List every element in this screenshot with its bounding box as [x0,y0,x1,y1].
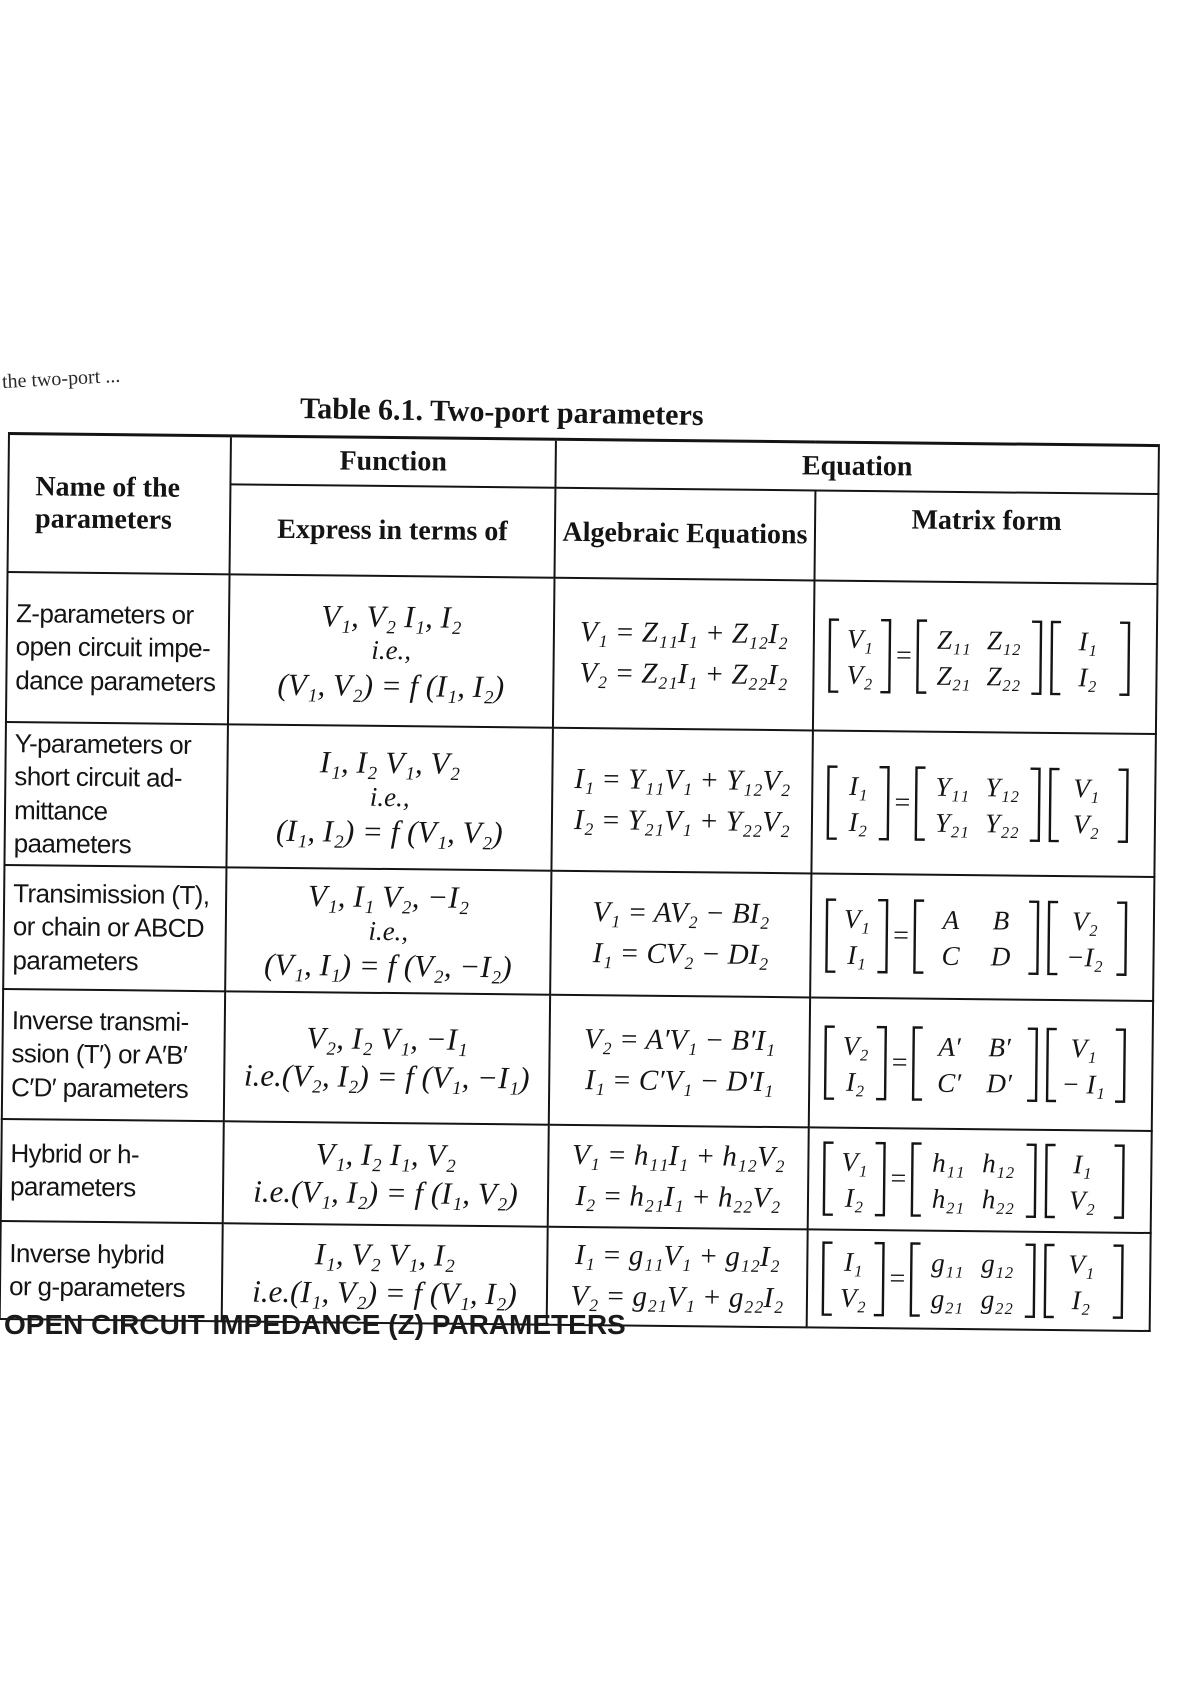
table-row [2,989,1153,1131]
parameter-name-line: short circuit ad- [14,761,183,794]
left-bracket [1045,1145,1055,1217]
right-bracket [874,1143,884,1215]
matrix-coefficient: D [990,941,1010,972]
matrix-lhs-entry: I₁ [846,939,866,971]
parameter-name-line: Inverse hybrid [9,1237,165,1270]
matrix-coefficient: h₁₂ [981,1148,1015,1179]
algebraic-equation-line: V₂ = g₂₁V₁ + g₂₂I₂ [570,1280,784,1315]
table-caption: Table 6.1. Two-port parameters [299,392,704,433]
matrix-coefficient: Z₂₂ [985,661,1021,692]
right-bracket [1028,902,1038,974]
matrix-rhs-entry: I₁ [1072,1149,1092,1180]
parameter-name-line: dance parameters [15,664,216,697]
right-bracket [1119,623,1129,695]
matrix-coefficient: Y₂₂ [984,807,1019,839]
equals-sign: = [889,1047,909,1079]
matrix-rhs-entry: V₂ [1068,1185,1095,1216]
row-algebraic-cell [549,995,810,1128]
right-bracket [1025,1145,1035,1217]
row-algebraic-cell [550,871,811,998]
left-bracket [825,1027,835,1099]
left-bracket [822,1243,832,1315]
row-matrix-cell [807,1229,1151,1331]
algebraic-equation-line: I₁ = g₁₁V₁ + g₁₂I₂ [574,1239,780,1274]
matrix-coefficient: A′ [937,1031,961,1063]
header-equation: Equation [555,439,1158,494]
parameter-name-line: open circuit impe- [15,631,211,664]
matrix-coefficient: B′ [987,1032,1011,1063]
row-function-cell [228,574,555,727]
left-bracket [826,900,836,972]
function-expression-line: i.e.(V₁, I₂) = f (I₁, V₂) [253,1173,519,1212]
function-expression-line: (V₁, I₁) = f (V₂, −I₂) [263,946,512,984]
table-row [1,1119,1152,1233]
matrix-lhs-entry: V₁ [843,903,870,935]
algebraic-equation-line: I₁ = CV₂ − DI₂ [592,937,769,972]
parameter-name-line: Z-parameters or [15,598,194,631]
row-matrix-cell [811,730,1155,877]
row-matrix-cell [808,1127,1152,1233]
algebraic-equation-line: I₁ = C′V₁ − D′I₁ [584,1064,774,1099]
left-bracket [917,621,927,693]
matrix-coefficient: Y₁₁ [934,771,969,802]
matrix-rhs-entry: V₁ [1070,1033,1097,1064]
algebraic-equation-line: V₁ = h₁₁I₁ + h₁₂V₂ [571,1139,786,1174]
algebraic-equation-line: I₁ = Y₁₁V₁ + Y₁₂V₂ [574,762,791,798]
matrix-equation [823,760,1144,847]
parameter-name-line: ssion (T′) or A′B′ [11,1038,188,1071]
left-bracket [829,620,839,692]
matrix-coefficient: h₂₂ [981,1184,1014,1215]
right-bracket [878,767,888,839]
parameters-table-container [0,432,1158,1324]
right-bracket [880,620,890,692]
matrix-coefficient: B [992,905,1009,936]
two-port-parameters-table [0,432,1160,1332]
parameter-name-line: C′D′ parameters [10,1071,189,1104]
matrix-lhs-entry: V₁ [846,623,873,655]
matrix-rhs-entry: − I₁ [1060,1069,1105,1100]
left-bracket [910,1244,920,1316]
header-function: Function [230,436,555,488]
matrix-coefficient: Z₁₁ [936,624,971,656]
matrix-coefficient: Z₂₁ [935,660,971,692]
parameter-name-line: parameters [12,944,139,977]
matrix-coefficient: h₂₁ [931,1183,964,1215]
header-express-in-terms-of: Express in terms of [230,484,556,577]
right-bracket [1027,1029,1037,1101]
row-algebraic-cell [553,578,815,731]
equals-sign: = [888,1163,908,1195]
function-expression-line: V₁, I₂ I₁, V₂ [315,1136,457,1173]
matrix-equation [825,614,1146,701]
function-expression-line: i.e.(V₂, I₂) = f (V₁, −I₁) [243,1057,530,1096]
matrix-lhs-entry: V₂ [839,1282,866,1314]
table-row [4,722,1155,877]
matrix-lhs-entry: I₂ [845,1066,865,1098]
row-name-cell [2,989,225,1121]
matrix-coefficient: C [940,940,960,972]
function-expression-line: V₁, V₂ I₁, I₂ [321,597,462,635]
row-name-cell [0,1221,223,1321]
right-bracket [873,1243,883,1315]
right-bracket [876,1027,886,1099]
row-algebraic-cell [551,728,812,874]
function-expression-line: i.e., [368,915,409,946]
right-bracket [1112,1246,1122,1318]
matrix-coefficient: Z₁₂ [986,625,1021,656]
row-function-cell [224,991,550,1124]
matrix-equation [818,1237,1139,1324]
function-expression-line: (I₁, I₂) = f (V₁, V₂) [275,812,503,851]
left-bracket [823,1143,833,1215]
row-matrix-cell [810,873,1154,1001]
left-bracket [1051,622,1061,694]
matrix-rhs-entry: −I₂ [1065,942,1103,973]
function-expression-line: V₂, I₂ V₁, −I₁ [306,1020,468,1058]
matrix-coefficient: g₁₂ [980,1248,1014,1279]
parameter-name-line: Inverse transmi- [11,1005,189,1038]
left-bracket [1049,768,1059,840]
left-bracket [1048,902,1058,974]
header-algebraic-equations: Algebraic Equations [555,488,816,581]
page-fragment-bottom: OPEN CIRCUIT IMPEDANCE (Z) PARAMETERS [4,1310,626,1340]
function-expression-line: V₁, I₁ V₂, −I₂ [307,877,470,915]
left-bracket [1047,1029,1057,1101]
function-expression-line: (V₁, V₂) = f (I₁, I₂) [277,666,505,704]
function-expression-line: I₁, I₂ V₁, V₂ [319,744,461,781]
row-matrix-cell [813,580,1158,734]
left-bracket [1044,1245,1054,1317]
matrix-rhs-entry: V₁ [1072,772,1099,803]
row-function-cell [226,724,552,870]
algebraic-equation-line: V₁ = AV₂ − BI₂ [592,896,770,931]
matrix-lhs-entry: V₁ [840,1146,868,1178]
parameter-name-line: Y-parameters or [14,728,192,760]
matrix-coefficient: Y₂₁ [934,807,969,838]
row-name-cell [1,1119,224,1223]
left-bracket [915,767,925,839]
function-expression-line: I₁, V₂ V₁, I₂ [314,1236,456,1273]
left-bracket [911,1144,921,1216]
matrix-lhs-entry: I₁ [843,1246,863,1278]
algebraic-equation-line: V₂ = Z₂₁I₁ + Z₂₂I₂ [579,656,788,692]
matrix-lhs-entry: V₂ [845,659,873,691]
matrix-equation [821,1021,1142,1108]
function-expression-line: i.e., [371,635,412,666]
row-name-cell [6,572,230,724]
matrix-coefficient: A [942,904,959,936]
matrix-rhs-entry: I₁ [1078,626,1097,657]
right-bracket [1029,768,1039,840]
matrix-equation [822,894,1143,981]
matrix-coefficient: h₁₁ [931,1147,965,1179]
matrix-coefficient: D′ [985,1068,1012,1099]
matrix-coefficient: Y₁₂ [984,771,1019,803]
equals-sign: = [887,1263,907,1295]
matrix-lhs-entry: I₁ [848,770,868,801]
matrix-lhs-entry: I₂ [844,1182,863,1214]
matrix-rhs-entry: I₂ [1071,1285,1090,1316]
algebraic-equation-line: V₂ = A′V₁ − B′I₁ [583,1023,776,1058]
matrix-rhs-entry: V₂ [1071,906,1098,937]
parameter-name-line: Hybrid or h- [10,1137,140,1170]
equals-sign: = [893,640,913,672]
table-row [6,572,1158,734]
matrix-rhs-entry: V₂ [1072,808,1099,839]
right-bracket [1113,1146,1123,1218]
row-algebraic-cell [548,1125,809,1230]
left-bracket [827,766,837,838]
matrix-rhs-entry: I₂ [1077,662,1097,693]
row-matrix-cell [809,997,1153,1131]
parameter-name-line: or chain or ABCD [12,911,205,944]
right-bracket [1024,1245,1034,1317]
algebraic-equation-line: I₂ = Y₂₁V₁ + Y₂₂V₂ [573,803,791,838]
matrix-coefficient: g₂₂ [980,1284,1013,1315]
row-name-cell [4,722,227,867]
parameter-name-line: parameters [9,1171,136,1203]
matrix-equation [819,1137,1140,1224]
left-bracket [914,901,924,973]
matrix-coefficient: g₁₁ [930,1247,964,1279]
parameter-name-line: Transimission (T), [13,878,210,911]
algebraic-equation-line: I₂ = h₂₁I₁ + h₂₂V₂ [575,1180,781,1215]
left-bracket [913,1028,923,1100]
right-bracket [877,900,887,972]
row-function-cell [223,1121,549,1226]
function-expression-line: i.e., [369,781,410,813]
right-bracket [1031,622,1041,694]
matrix-coefficient: C′ [936,1067,961,1099]
matrix-lhs-entry: V₂ [842,1030,869,1062]
parameter-name-line: or g-parameters [8,1271,186,1303]
right-bracket [1117,769,1127,841]
matrix-rhs-entry: V₁ [1067,1249,1094,1280]
table-row [3,865,1154,1001]
right-bracket [1115,1030,1125,1102]
matrix-lhs-entry: I₂ [848,806,867,837]
right-bracket [1116,903,1126,975]
parameter-name-line: mittance paameters [13,794,132,860]
equals-sign: = [890,920,910,952]
function-expression-line: i.e.(I₁, V₂) = f (V₁, I₂) [252,1273,517,1312]
row-name-cell [3,865,226,991]
matrix-coefficient: g₂₁ [930,1283,963,1315]
header-name-of-parameters: Name of the parameters [8,434,231,575]
algebraic-equation-line: V₁ = Z₁₁I₁ + Z₁₂I₂ [579,616,789,651]
row-function-cell [225,867,551,994]
page-fragment-top: the two-port ... [1,364,121,393]
header-matrix-form: Matrix form [814,490,1158,584]
equals-sign: = [892,786,912,819]
